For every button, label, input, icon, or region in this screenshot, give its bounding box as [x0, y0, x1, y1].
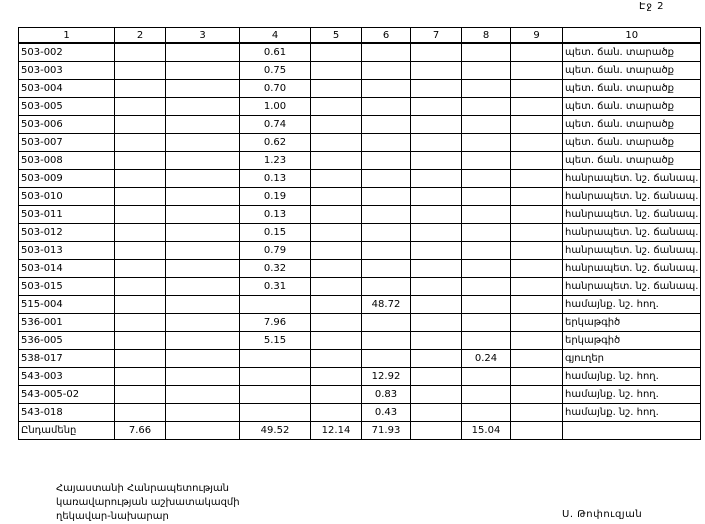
- cell-c8: [462, 242, 511, 260]
- cell-c5: [311, 332, 362, 350]
- cell-c6: 0.43: [362, 404, 411, 422]
- cell-code: 503-013: [19, 242, 115, 260]
- table-body: [19, 43, 701, 440]
- cell-c8: [462, 134, 511, 152]
- cell-desc: [563, 422, 701, 440]
- cell-c4: 0.75: [240, 62, 311, 80]
- cell-c3: [166, 206, 240, 224]
- cell-c7: [411, 80, 462, 98]
- cell-c9: [511, 152, 563, 170]
- cell-c6: [362, 98, 411, 116]
- column-header-7: 7: [411, 28, 462, 44]
- cell-c5: [311, 116, 362, 134]
- table-row: [19, 260, 701, 278]
- cell-c9: [511, 260, 563, 278]
- cell-c3: [166, 188, 240, 206]
- table-row: [19, 134, 701, 152]
- cell-c2: [115, 296, 166, 314]
- column-header-10: 10: [563, 28, 701, 44]
- cell-c4: 0.13: [240, 170, 311, 188]
- cell-c3: [166, 314, 240, 332]
- cell-c9: [511, 404, 563, 422]
- cell-c7: [411, 98, 462, 116]
- cell-c8: [462, 260, 511, 278]
- cell-c2: [115, 242, 166, 260]
- cell-c6: 0.83: [362, 386, 411, 404]
- cell-c9: [511, 116, 563, 134]
- cell-c6: [362, 116, 411, 134]
- cell-c3: [166, 80, 240, 98]
- cell-c4: 0.62: [240, 134, 311, 152]
- cell-c5: [311, 206, 362, 224]
- cell-desc: հանրապետ. նշ. ճանապ.: [563, 242, 701, 260]
- cell-c2: [115, 80, 166, 98]
- cell-c2: [115, 116, 166, 134]
- cell-code: 543-005-02: [19, 386, 115, 404]
- cell-c7: [411, 224, 462, 242]
- cell-c2: 7.66: [115, 422, 166, 440]
- cell-c2: [115, 170, 166, 188]
- cell-c7: [411, 134, 462, 152]
- cell-c2: [115, 404, 166, 422]
- cell-desc: պետ. ճան. տարածք: [563, 116, 701, 134]
- cell-code: 536-005: [19, 332, 115, 350]
- cell-c9: [511, 188, 563, 206]
- cell-code: 515-004: [19, 296, 115, 314]
- table-row: [19, 62, 701, 80]
- cell-c3: [166, 152, 240, 170]
- cell-c4: 49.52: [240, 422, 311, 440]
- cell-desc: պետ. ճան. տարածք: [563, 62, 701, 80]
- cell-c9: [511, 242, 563, 260]
- cell-c9: [511, 386, 563, 404]
- cell-code: 503-007: [19, 134, 115, 152]
- column-header-3: 3: [166, 28, 240, 44]
- cell-c5: [311, 242, 362, 260]
- cell-c8: [462, 43, 511, 62]
- cell-c6: 48.72: [362, 296, 411, 314]
- cell-c8: 0.24: [462, 350, 511, 368]
- cell-c4: 0.70: [240, 80, 311, 98]
- cell-code: 503-012: [19, 224, 115, 242]
- cell-c8: [462, 224, 511, 242]
- cell-c2: [115, 368, 166, 386]
- cell-code: 538-017: [19, 350, 115, 368]
- cell-c7: [411, 170, 462, 188]
- table-row: [19, 170, 701, 188]
- cell-c3: [166, 404, 240, 422]
- cell-code: 503-003: [19, 62, 115, 80]
- cell-c7: [411, 278, 462, 296]
- cell-c4: [240, 386, 311, 404]
- cell-c9: [511, 206, 563, 224]
- cell-c9: [511, 170, 563, 188]
- cell-c3: [166, 224, 240, 242]
- column-header-8: 8: [462, 28, 511, 44]
- cell-c6: [362, 278, 411, 296]
- cell-c9: [511, 296, 563, 314]
- cell-c8: 15.04: [462, 422, 511, 440]
- signature-name: Ս. Թոփուզյան: [562, 509, 643, 520]
- cell-c5: [311, 386, 362, 404]
- cell-desc: երկաթգիծ: [563, 314, 701, 332]
- cell-code: 536-001: [19, 314, 115, 332]
- table-row: [19, 152, 701, 170]
- cell-c7: [411, 188, 462, 206]
- cell-c5: [311, 296, 362, 314]
- cell-c8: [462, 332, 511, 350]
- footer-line-2: կառավարության աշխատակազմի: [56, 497, 240, 508]
- cell-c3: [166, 422, 240, 440]
- cell-c2: [115, 350, 166, 368]
- table-row: [19, 98, 701, 116]
- cell-code: 503-004: [19, 80, 115, 98]
- cell-desc: պետ. ճան. տարածք: [563, 80, 701, 98]
- cell-c5: 12.14: [311, 422, 362, 440]
- table-row: [19, 242, 701, 260]
- table-row: [19, 386, 701, 404]
- cell-code: 543-003: [19, 368, 115, 386]
- cell-desc: հանրապետ. նշ. ճանապ.: [563, 278, 701, 296]
- cell-c8: [462, 98, 511, 116]
- table-row: [19, 350, 701, 368]
- cell-c3: [166, 386, 240, 404]
- table-row: [19, 296, 701, 314]
- cell-c6: [362, 350, 411, 368]
- cell-c2: [115, 278, 166, 296]
- cell-c8: [462, 314, 511, 332]
- cell-c8: [462, 170, 511, 188]
- cell-desc: պետ. ճան. տարածք: [563, 43, 701, 62]
- cell-code: 503-014: [19, 260, 115, 278]
- cell-desc: համայնք. նշ. հող.: [563, 386, 701, 404]
- cell-c5: [311, 98, 362, 116]
- cell-c5: [311, 404, 362, 422]
- cell-code: 503-006: [19, 116, 115, 134]
- cell-c8: [462, 152, 511, 170]
- cell-c8: [462, 206, 511, 224]
- cell-c5: [311, 170, 362, 188]
- cell-c7: [411, 314, 462, 332]
- table-row: [19, 188, 701, 206]
- cell-c6: [362, 152, 411, 170]
- table-row: [19, 404, 701, 422]
- cell-c9: [511, 80, 563, 98]
- cell-c7: [411, 260, 462, 278]
- cell-c9: [511, 43, 563, 62]
- cell-c6: [362, 314, 411, 332]
- cell-c6: [362, 332, 411, 350]
- cell-c4: 5.15: [240, 332, 311, 350]
- page-number: Էջ 2: [639, 1, 665, 12]
- footer-title: [56, 482, 240, 524]
- cell-c5: [311, 278, 362, 296]
- cell-c3: [166, 278, 240, 296]
- cell-code: 503-010: [19, 188, 115, 206]
- cell-c2: [115, 134, 166, 152]
- cell-c6: [362, 62, 411, 80]
- cell-c9: [511, 224, 563, 242]
- cell-c4: 0.32: [240, 260, 311, 278]
- footer-line-1: Հայաստանի Հանրապետության: [56, 483, 230, 494]
- cell-c5: [311, 62, 362, 80]
- cell-c4: [240, 350, 311, 368]
- cell-c2: [115, 314, 166, 332]
- cell-desc: հանրապետ. նշ. ճանապ.: [563, 260, 701, 278]
- cell-c9: [511, 422, 563, 440]
- cell-desc: հանրապետ. նշ. ճանապ.: [563, 206, 701, 224]
- cell-c4: 0.74: [240, 116, 311, 134]
- column-header-4: 4: [240, 28, 311, 44]
- footer-line-3: ղեկավար-նախարար: [56, 511, 169, 522]
- cell-desc: հանրապետ. նշ. ճանապ.: [563, 188, 701, 206]
- cell-code: 503-015: [19, 278, 115, 296]
- cell-code: 503-008: [19, 152, 115, 170]
- cell-c4: 0.15: [240, 224, 311, 242]
- cell-c6: [362, 134, 411, 152]
- cell-desc: պետ. ճան. տարածք: [563, 134, 701, 152]
- cell-c2: [115, 386, 166, 404]
- cell-c3: [166, 43, 240, 62]
- cell-c6: [362, 206, 411, 224]
- column-header-2: 2: [115, 28, 166, 44]
- cell-desc: պետ. ճան. տարածք: [563, 152, 701, 170]
- cell-c2: [115, 206, 166, 224]
- cell-desc: հանրապետ. նշ. ճանապ.: [563, 170, 701, 188]
- cell-c6: [362, 188, 411, 206]
- cell-c6: [362, 242, 411, 260]
- cell-c2: [115, 62, 166, 80]
- cell-c9: [511, 134, 563, 152]
- cell-c6: [362, 80, 411, 98]
- cell-c9: [511, 314, 563, 332]
- cell-c9: [511, 62, 563, 80]
- cell-c2: [115, 260, 166, 278]
- cell-c9: [511, 278, 563, 296]
- cell-c7: [411, 350, 462, 368]
- cell-c4: 0.61: [240, 43, 311, 62]
- cell-c5: [311, 314, 362, 332]
- cell-c6: [362, 43, 411, 62]
- cell-c3: [166, 242, 240, 260]
- table-row: [19, 116, 701, 134]
- cell-desc: երկաթգիծ: [563, 332, 701, 350]
- cell-c7: [411, 404, 462, 422]
- cell-c3: [166, 332, 240, 350]
- cell-c2: [115, 98, 166, 116]
- cell-c4: 0.31: [240, 278, 311, 296]
- cell-c5: [311, 188, 362, 206]
- cell-c9: [511, 368, 563, 386]
- table-row: [19, 43, 701, 62]
- cell-code: 503-002: [19, 43, 115, 62]
- cell-c6: [362, 224, 411, 242]
- cell-code: 503-011: [19, 206, 115, 224]
- column-header-6: 6: [362, 28, 411, 44]
- cell-code: 503-009: [19, 170, 115, 188]
- cell-c7: [411, 296, 462, 314]
- total-label: Ընդամենը: [19, 422, 115, 440]
- cell-c5: [311, 260, 362, 278]
- cell-c5: [311, 224, 362, 242]
- cell-c3: [166, 350, 240, 368]
- table-row: [19, 332, 701, 350]
- land-table: [18, 27, 701, 440]
- table-row: [19, 80, 701, 98]
- cell-c9: [511, 98, 563, 116]
- cell-c8: [462, 62, 511, 80]
- column-header-9: 9: [511, 28, 563, 44]
- cell-c5: [311, 368, 362, 386]
- cell-c4: 1.23: [240, 152, 311, 170]
- cell-c7: [411, 332, 462, 350]
- cell-c7: [411, 242, 462, 260]
- cell-c7: [411, 422, 462, 440]
- table-row: [19, 206, 701, 224]
- cell-c3: [166, 62, 240, 80]
- cell-c9: [511, 350, 563, 368]
- cell-code: 503-005: [19, 98, 115, 116]
- cell-c5: [311, 43, 362, 62]
- cell-code: 543-018: [19, 404, 115, 422]
- cell-c2: [115, 188, 166, 206]
- cell-c9: [511, 332, 563, 350]
- cell-c4: [240, 404, 311, 422]
- cell-c3: [166, 98, 240, 116]
- cell-c6: [362, 170, 411, 188]
- cell-c8: [462, 188, 511, 206]
- cell-c3: [166, 368, 240, 386]
- table-row: [19, 314, 701, 332]
- cell-c3: [166, 116, 240, 134]
- cell-c7: [411, 206, 462, 224]
- cell-c4: 0.19: [240, 188, 311, 206]
- cell-c8: [462, 116, 511, 134]
- cell-c4: 0.13: [240, 206, 311, 224]
- cell-c7: [411, 152, 462, 170]
- cell-c8: [462, 80, 511, 98]
- cell-c7: [411, 368, 462, 386]
- cell-c5: [311, 350, 362, 368]
- cell-c5: [311, 134, 362, 152]
- cell-c2: [115, 332, 166, 350]
- cell-desc: գյուղեր: [563, 350, 701, 368]
- cell-desc: պետ. ճան. տարածք: [563, 98, 701, 116]
- cell-desc: համայնք. նշ. հող.: [563, 296, 701, 314]
- cell-c7: [411, 43, 462, 62]
- cell-c8: [462, 296, 511, 314]
- cell-c7: [411, 62, 462, 80]
- cell-c2: [115, 224, 166, 242]
- table-row: [19, 278, 701, 296]
- header-row: [19, 28, 701, 44]
- table-row: [19, 224, 701, 242]
- cell-c3: [166, 296, 240, 314]
- cell-c8: [462, 278, 511, 296]
- cell-c4: [240, 296, 311, 314]
- cell-c3: [166, 134, 240, 152]
- cell-c7: [411, 116, 462, 134]
- cell-c4: 7.96: [240, 314, 311, 332]
- cell-c6: 12.92: [362, 368, 411, 386]
- cell-c4: 1.00: [240, 98, 311, 116]
- cell-c6: [362, 260, 411, 278]
- cell-c7: [411, 386, 462, 404]
- cell-c2: [115, 152, 166, 170]
- cell-c6: 71.93: [362, 422, 411, 440]
- cell-c3: [166, 260, 240, 278]
- cell-desc: հանրապետ. նշ. ճանապ.: [563, 224, 701, 242]
- table-row: [19, 368, 701, 386]
- total-row: [19, 422, 701, 440]
- column-header-5: 5: [311, 28, 362, 44]
- cell-c5: [311, 152, 362, 170]
- cell-c3: [166, 170, 240, 188]
- cell-c2: [115, 43, 166, 62]
- cell-c8: [462, 368, 511, 386]
- cell-c4: 0.79: [240, 242, 311, 260]
- cell-desc: համայնք. նշ. հող.: [563, 404, 701, 422]
- cell-c8: [462, 404, 511, 422]
- cell-desc: համայնք. նշ. հող.: [563, 368, 701, 386]
- column-header-1: 1: [19, 28, 115, 44]
- cell-c4: [240, 368, 311, 386]
- cell-c5: [311, 80, 362, 98]
- cell-c8: [462, 386, 511, 404]
